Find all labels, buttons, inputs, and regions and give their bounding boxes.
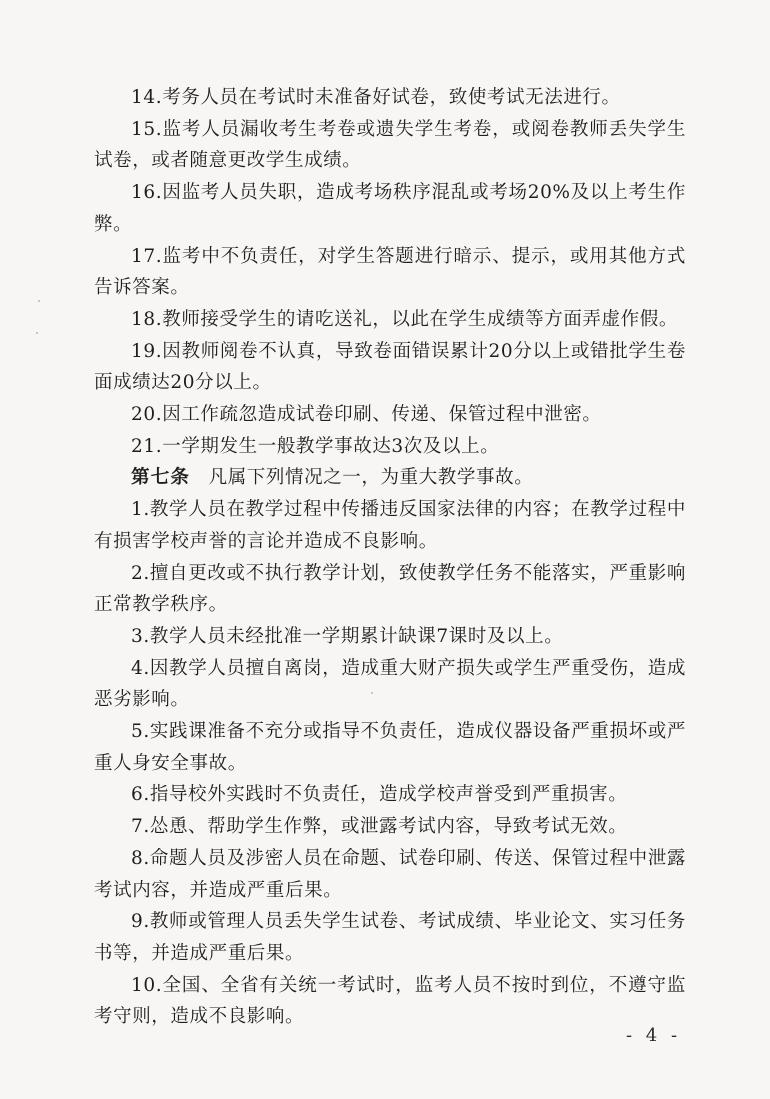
page-number: - 4 - bbox=[626, 1025, 682, 1046]
article-heading: 第七条 bbox=[131, 467, 191, 489]
article-item-16: 16.因监考人员失职，造成考场秩序混乱或考场20%及以上考生作弊。 bbox=[94, 182, 686, 235]
major-item-4: 4.因教学人员擅自离岗，造成重大财产损失或学生严重受伤，造成恶劣影响。 bbox=[94, 657, 686, 711]
major-item-9: 9.教师或管理人员丢失学生试卷、考试成绩、毕业论文、实习任务书等，并造成严重后果。 bbox=[94, 911, 686, 964]
major-item-2: 2.擅自更改或不执行教学计划，致使教学任务不能落实，严重影响正常教学秩序。 bbox=[94, 562, 686, 616]
article-item-21: 21.一学期发生一般教学事故达3次及以上。 bbox=[131, 435, 500, 457]
article-item-17: 17.监考中不负责任，对学生答题进行暗示、提示，或用其他方式告诉答案。 bbox=[94, 245, 686, 299]
major-item-5: 5.实践课准备不充分或指导不负责任，造成仪器设备严重损坏或严重人身安全事故。 bbox=[94, 721, 686, 774]
major-item-3: 3.教学人员未经批准一学期累计缺课7课时及以上。 bbox=[131, 625, 564, 647]
article-item-20: 20.因工作疏忽造成试卷印刷、传递、保管过程中泄密。 bbox=[131, 404, 602, 426]
scan-speck bbox=[36, 332, 38, 334]
article-item-15: 15.监考人员漏收考生考卷或遗失学生考卷，或阅卷教师丢失学生试卷，或者随意更改学生成绩。 bbox=[94, 118, 686, 172]
major-item-10: 10.全国、全省有关统一考试时，监考人员不按时到位，不遵守监考守则，造成不良影响。 bbox=[94, 974, 686, 1028]
article-item-19: 19.因教师阅卷不认真，导致卷面错误累计20分以上或错批学生卷面成绩达20分以上。 bbox=[94, 340, 686, 394]
article-item-18: 18.教师接受学生的请吃送礼，以此在学生成绩等方面弄虚作假。 bbox=[131, 308, 678, 330]
major-item-8: 8.命题人员及涉密人员在命题、试卷印刷、传送、保管过程中泄露考试内容，并造成严重后果。 bbox=[94, 847, 686, 901]
major-item-6: 6.指导校外实践时不负责任，造成学校声誉受到严重损害。 bbox=[131, 784, 628, 806]
article-item-14: 14.考务人员在考试时未准备好试卷，致使考试无法进行。 bbox=[131, 87, 621, 108]
major-item-7: 7.怂恿、帮助学生作弊，或泄露考试内容，导致考试无效。 bbox=[131, 816, 628, 838]
scan-speck bbox=[38, 300, 40, 302]
document-body bbox=[94, 82, 686, 1033]
article-seven: 第七条 凡属下列情况之一，为重大教学事故。 bbox=[131, 467, 534, 489]
major-item-1: 1.教学人员在教学过程中传播违反国家法律的内容；在教学过程中有损害学校声誉的言论并造成不良影响。 bbox=[94, 499, 686, 552]
